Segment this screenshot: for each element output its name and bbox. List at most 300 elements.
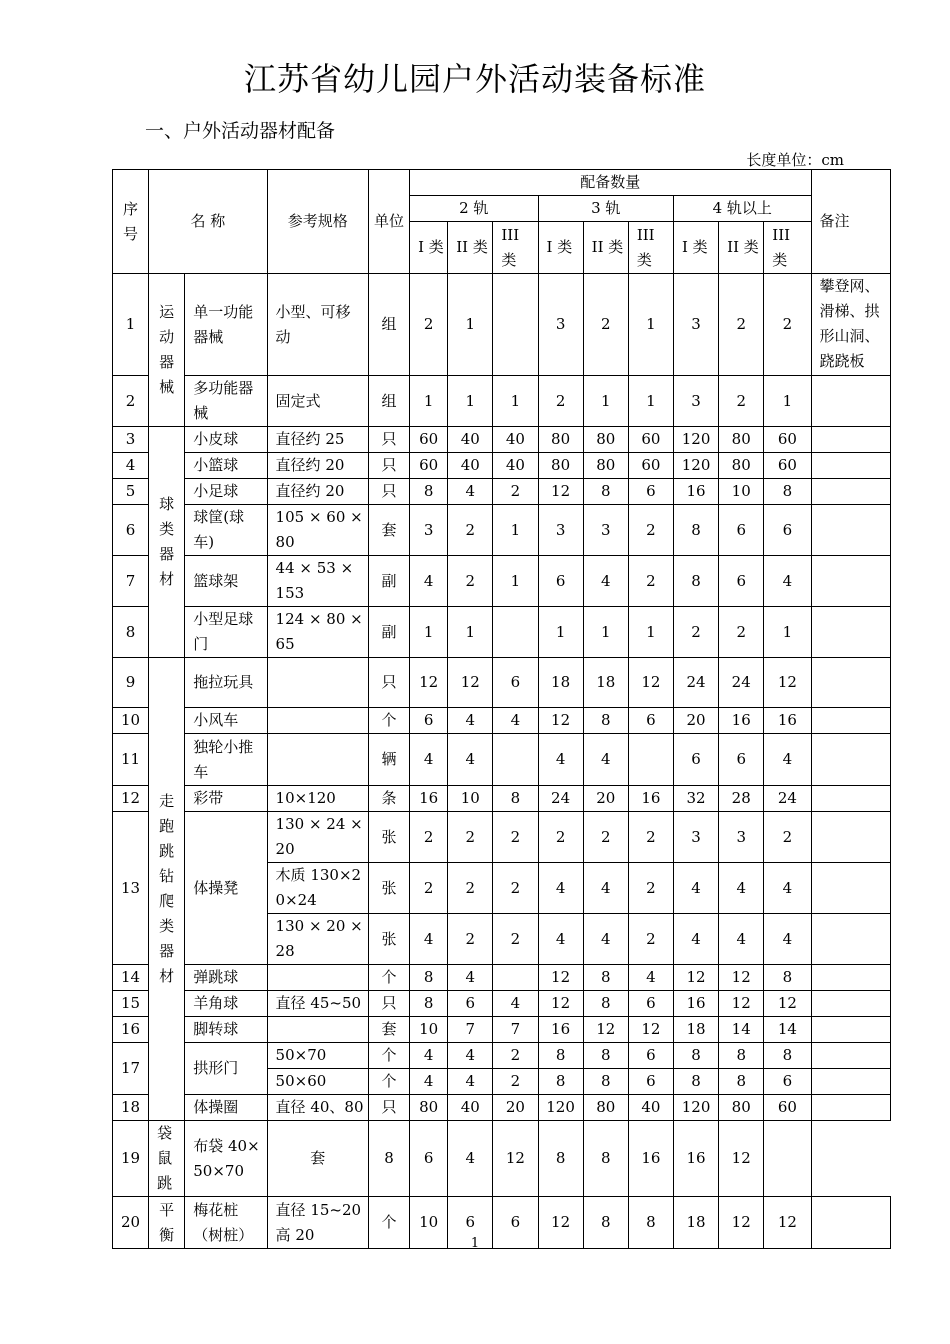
table-row (113, 991, 891, 1017)
row-unit: 个 (368, 965, 409, 991)
row-quantity: 80 (538, 427, 583, 453)
row-quantity: 4 (410, 914, 448, 965)
row-remark (811, 965, 890, 991)
row-name: 脚转球 (185, 1017, 267, 1043)
row-quantity: 14 (764, 1017, 811, 1043)
row-spec (267, 734, 368, 786)
row-quantity: 2 (410, 812, 448, 863)
row-quantity: 6 (448, 991, 493, 1017)
row-quantity: 2 (628, 556, 673, 607)
row-quantity: 40 (448, 427, 493, 453)
row-quantity: 32 (673, 786, 718, 812)
row-seq: 10 (113, 708, 149, 734)
row-quantity: 8 (764, 479, 811, 505)
row-remark (811, 479, 890, 505)
row-quantity: 8 (368, 1121, 409, 1197)
page-title: 江苏省幼儿园户外活动装备标准 (243, 60, 706, 98)
row-quantity: 2 (764, 812, 811, 863)
row-remark (811, 556, 890, 607)
table-row (113, 708, 891, 734)
row-quantity: 2 (448, 505, 493, 556)
row-quantity: 4 (410, 1069, 448, 1095)
row-spec: 直径 15~20 高 20 (267, 1197, 368, 1249)
row-quantity: 18 (673, 1017, 718, 1043)
row-quantity: 60 (628, 453, 673, 479)
row-quantity: 16 (673, 479, 718, 505)
row-remark (811, 1069, 890, 1095)
row-spec (267, 708, 368, 734)
row-unit: 只 (368, 479, 409, 505)
row-quantity: 2 (493, 1069, 538, 1095)
row-unit: 套 (368, 505, 409, 556)
row-quantity: 120 (673, 453, 718, 479)
table-row (113, 1121, 891, 1197)
row-quantity: 1 (410, 607, 448, 658)
row-remark (811, 607, 890, 658)
row-quantity: 3 (538, 274, 583, 376)
row-quantity: 4 (448, 1043, 493, 1069)
row-quantity: 60 (764, 427, 811, 453)
row-unit: 个 (368, 708, 409, 734)
row-quantity: 6 (628, 708, 673, 734)
row-quantity: 8 (673, 1043, 718, 1069)
row-remark (811, 1043, 890, 1069)
row-remark (811, 786, 890, 812)
row-quantity: 4 (673, 863, 718, 914)
row-quantity: 12 (583, 1017, 628, 1043)
table-row (113, 453, 891, 479)
row-quantity: 4 (448, 734, 493, 786)
row-quantity: 3 (583, 505, 628, 556)
row-name: 小型足球门 (185, 607, 267, 658)
row-quantity: 1 (764, 607, 811, 658)
header-quota: 配备数量 (410, 170, 811, 196)
row-seq: 16 (113, 1017, 149, 1043)
row-quantity: 4 (448, 1069, 493, 1095)
row-quantity: 8 (583, 479, 628, 505)
row-quantity: 2 (493, 1043, 538, 1069)
row-quantity: 6 (764, 505, 811, 556)
row-quantity: 24 (719, 658, 764, 708)
row-quantity: 8 (410, 479, 448, 505)
row-seq: 15 (113, 991, 149, 1017)
header-class: I 类 (410, 222, 448, 274)
row-quantity: 60 (410, 427, 448, 453)
row-spec: 固定式 (267, 376, 368, 427)
row-quantity: 10 (410, 1017, 448, 1043)
row-remark (811, 453, 890, 479)
row-quantity: 12 (538, 991, 583, 1017)
row-quantity: 3 (410, 505, 448, 556)
row-quantity: 4 (583, 863, 628, 914)
row-quantity: 8 (538, 1069, 583, 1095)
row-remark (811, 914, 890, 965)
row-quantity: 4 (410, 734, 448, 786)
row-seq: 18 (113, 1095, 149, 1121)
row-quantity: 80 (538, 453, 583, 479)
table-row (113, 607, 891, 658)
row-unit: 副 (368, 556, 409, 607)
row-spec: 直径 45~50 (267, 991, 368, 1017)
row-quantity: 8 (410, 991, 448, 1017)
row-spec: 直径约 20 (267, 479, 368, 505)
row-spec: 直径约 20 (267, 453, 368, 479)
row-quantity: 1 (583, 376, 628, 427)
row-quantity (628, 734, 673, 786)
row-quantity: 2 (719, 607, 764, 658)
row-quantity: 24 (673, 658, 718, 708)
row-quantity: 1 (583, 607, 628, 658)
table-row (113, 1017, 891, 1043)
row-quantity: 8 (628, 1197, 673, 1249)
row-quantity: 12 (538, 965, 583, 991)
row-spec (267, 1017, 368, 1043)
row-quantity: 40 (493, 427, 538, 453)
row-quantity: 1 (410, 376, 448, 427)
row-seq: 7 (113, 556, 149, 607)
row-remark (811, 734, 890, 786)
row-quantity: 12 (764, 1197, 811, 1249)
row-unit: 套 (267, 1121, 368, 1197)
row-quantity: 4 (538, 734, 583, 786)
row-quantity: 24 (538, 786, 583, 812)
row-spec: 小型、可移动 (267, 274, 368, 376)
row-quantity: 2 (410, 863, 448, 914)
row-quantity: 80 (583, 427, 628, 453)
row-quantity: 3 (538, 505, 583, 556)
row-quantity (493, 965, 538, 991)
row-quantity: 1 (628, 607, 673, 658)
table-row (113, 376, 891, 427)
category-label: 走跑跳钻爬类器材 (149, 658, 185, 1121)
table-row (113, 274, 891, 376)
row-quantity: 12 (628, 1017, 673, 1043)
row-quantity: 8 (673, 1069, 718, 1095)
row-quantity: 16 (410, 786, 448, 812)
row-quantity (493, 274, 538, 376)
row-quantity: 16 (764, 708, 811, 734)
row-quantity: 8 (719, 1069, 764, 1095)
row-quantity: 12 (764, 658, 811, 708)
row-quantity: 3 (673, 376, 718, 427)
row-seq: 19 (113, 1121, 149, 1197)
category-label: 运动器械 (149, 274, 185, 427)
row-quantity: 2 (583, 274, 628, 376)
row-spec: 10×120 (267, 786, 368, 812)
equipment-table (112, 169, 891, 1249)
row-quantity: 4 (719, 863, 764, 914)
category-label: 平衡 (149, 1197, 185, 1249)
row-spec: 130 × 20 × 28 (267, 914, 368, 965)
row-quantity: 16 (719, 708, 764, 734)
row-remark (811, 812, 890, 863)
row-seq: 13 (113, 812, 149, 965)
row-quantity: 1 (493, 556, 538, 607)
row-quantity: 3 (673, 812, 718, 863)
header-name: 名 称 (149, 170, 267, 274)
row-quantity: 12 (719, 965, 764, 991)
row-name: 球筐(球车) (185, 505, 267, 556)
row-quantity: 14 (719, 1017, 764, 1043)
row-quantity: 10 (448, 786, 493, 812)
row-quantity: 2 (628, 914, 673, 965)
header-track-2: 2 轨 (410, 196, 538, 222)
row-quantity: 60 (628, 427, 673, 453)
row-quantity (493, 734, 538, 786)
row-seq: 11 (113, 734, 149, 786)
row-quantity: 40 (493, 453, 538, 479)
row-name: 袋鼠跳 (149, 1121, 185, 1197)
row-quantity: 10 (410, 1197, 448, 1249)
row-quantity: 2 (493, 812, 538, 863)
row-quantity: 10 (719, 479, 764, 505)
row-quantity: 120 (673, 427, 718, 453)
header-class: III 类 (764, 222, 811, 274)
table-row (113, 786, 891, 812)
row-spec: 130 × 24 × 20 (267, 812, 368, 863)
row-quantity: 4 (448, 965, 493, 991)
row-seq: 1 (113, 274, 149, 376)
row-quantity: 4 (764, 734, 811, 786)
row-quantity: 12 (448, 658, 493, 708)
row-name: 彩带 (185, 786, 267, 812)
row-quantity: 6 (628, 479, 673, 505)
row-quantity: 120 (538, 1095, 583, 1121)
row-quantity: 2 (719, 376, 764, 427)
row-seq: 9 (113, 658, 149, 708)
row-quantity: 60 (410, 453, 448, 479)
row-quantity: 120 (673, 1095, 718, 1121)
row-quantity: 6 (448, 1197, 493, 1249)
row-remark (811, 376, 890, 427)
page-number: 1 (470, 1236, 480, 1251)
row-name: 篮球架 (185, 556, 267, 607)
row-spec (267, 658, 368, 708)
row-quantity: 2 (448, 914, 493, 965)
row-quantity: 4 (493, 708, 538, 734)
row-quantity: 2 (493, 863, 538, 914)
row-quantity: 20 (493, 1095, 538, 1121)
row-seq: 5 (113, 479, 149, 505)
row-unit: 张 (368, 812, 409, 863)
row-quantity: 8 (410, 965, 448, 991)
row-remark (811, 1095, 890, 1121)
row-unit: 只 (368, 991, 409, 1017)
row-quantity: 1 (628, 274, 673, 376)
row-name: 单一功能器械 (185, 274, 267, 376)
row-quantity: 80 (719, 453, 764, 479)
row-quantity: 8 (583, 708, 628, 734)
row-remark: 攀登网、滑梯、拱形山洞、跷跷板 (811, 274, 890, 376)
row-quantity: 4 (764, 863, 811, 914)
row-unit: 只 (368, 453, 409, 479)
row-quantity: 8 (583, 1197, 628, 1249)
row-quantity (493, 607, 538, 658)
row-quantity: 6 (628, 1069, 673, 1095)
row-quantity: 6 (673, 734, 718, 786)
row-quantity: 24 (764, 786, 811, 812)
row-quantity: 7 (448, 1017, 493, 1043)
row-quantity: 2 (628, 505, 673, 556)
row-quantity: 80 (719, 427, 764, 453)
row-unit: 只 (368, 658, 409, 708)
row-spec: 直径约 25 (267, 427, 368, 453)
row-quantity: 8 (583, 1121, 628, 1197)
row-quantity: 1 (493, 505, 538, 556)
table-row (113, 658, 891, 708)
row-unit: 只 (368, 427, 409, 453)
row-quantity: 20 (673, 708, 718, 734)
row-quantity: 2 (719, 274, 764, 376)
row-quantity: 8 (719, 1043, 764, 1069)
row-quantity: 12 (410, 658, 448, 708)
row-spec: 木质 130×20×24 (267, 863, 368, 914)
row-quantity: 4 (493, 991, 538, 1017)
row-spec: 50×70 (267, 1043, 368, 1069)
row-quantity: 1 (448, 607, 493, 658)
row-seq: 8 (113, 607, 149, 658)
row-quantity: 4 (673, 914, 718, 965)
header-class: III 类 (628, 222, 673, 274)
row-quantity: 4 (448, 479, 493, 505)
row-quantity: 12 (719, 1121, 764, 1197)
row-quantity: 7 (493, 1017, 538, 1043)
row-quantity: 4 (764, 556, 811, 607)
row-quantity: 2 (764, 274, 811, 376)
row-unit: 条 (368, 786, 409, 812)
row-spec: 124 × 80 × 65 (267, 607, 368, 658)
header-row (113, 170, 891, 196)
row-unit: 个 (368, 1197, 409, 1249)
row-quantity: 6 (628, 1043, 673, 1069)
row-quantity: 40 (448, 1095, 493, 1121)
row-quantity: 60 (764, 1095, 811, 1121)
row-quantity: 16 (628, 786, 673, 812)
row-remark (811, 708, 890, 734)
row-remark (811, 427, 890, 453)
row-quantity: 2 (673, 607, 718, 658)
row-quantity: 4 (538, 914, 583, 965)
row-quantity: 2 (448, 812, 493, 863)
row-quantity: 80 (410, 1095, 448, 1121)
row-unit: 组 (368, 376, 409, 427)
row-quantity: 12 (538, 708, 583, 734)
category-label: 球类器材 (149, 427, 185, 658)
row-name: 小风车 (185, 708, 267, 734)
row-quantity: 2 (448, 863, 493, 914)
row-quantity: 6 (538, 556, 583, 607)
row-quantity: 3 (673, 274, 718, 376)
row-remark (764, 1121, 811, 1197)
row-quantity: 28 (719, 786, 764, 812)
row-quantity: 8 (583, 1069, 628, 1095)
row-seq: 2 (113, 376, 149, 427)
row-name: 独轮小推车 (185, 734, 267, 786)
row-quantity: 8 (673, 505, 718, 556)
row-seq: 20 (113, 1197, 149, 1249)
row-unit: 套 (368, 1017, 409, 1043)
row-remark (811, 1017, 890, 1043)
row-quantity: 20 (583, 786, 628, 812)
table-row (113, 965, 891, 991)
header-class: II 类 (719, 222, 764, 274)
header-class: I 类 (673, 222, 718, 274)
row-quantity: 2 (410, 274, 448, 376)
row-spec: 布袋 40×50×70 (185, 1121, 267, 1197)
row-unit: 个 (368, 1069, 409, 1095)
row-quantity: 6 (493, 1197, 538, 1249)
row-unit: 张 (368, 863, 409, 914)
row-unit: 张 (368, 914, 409, 965)
row-quantity: 1 (538, 607, 583, 658)
row-unit: 个 (368, 1043, 409, 1069)
row-quantity: 6 (719, 734, 764, 786)
row-quantity: 12 (493, 1121, 538, 1197)
header-remark: 备注 (811, 170, 890, 274)
row-quantity: 12 (538, 1197, 583, 1249)
row-quantity: 12 (719, 1197, 764, 1249)
header-seq: 序号 (113, 170, 149, 274)
row-quantity: 60 (764, 453, 811, 479)
row-quantity: 4 (583, 556, 628, 607)
row-remark (811, 658, 890, 708)
row-remark (811, 863, 890, 914)
row-unit: 只 (368, 1095, 409, 1121)
row-quantity: 8 (764, 1043, 811, 1069)
row-quantity: 4 (583, 734, 628, 786)
row-quantity: 40 (628, 1095, 673, 1121)
row-unit: 辆 (368, 734, 409, 786)
row-quantity: 1 (448, 274, 493, 376)
row-quantity: 6 (719, 505, 764, 556)
row-quantity: 6 (493, 658, 538, 708)
row-quantity: 4 (628, 965, 673, 991)
row-quantity: 8 (538, 1121, 583, 1197)
row-quantity: 18 (538, 658, 583, 708)
header-class: II 类 (583, 222, 628, 274)
row-quantity: 40 (448, 453, 493, 479)
row-quantity: 6 (410, 1121, 448, 1197)
row-quantity: 12 (719, 991, 764, 1017)
row-quantity: 4 (538, 863, 583, 914)
row-name: 小篮球 (185, 453, 267, 479)
row-quantity: 4 (448, 1121, 493, 1197)
row-spec: 105 × 60 × 80 (267, 505, 368, 556)
row-quantity: 4 (583, 914, 628, 965)
table-row (113, 812, 891, 863)
row-quantity: 6 (764, 1069, 811, 1095)
row-quantity: 80 (583, 1095, 628, 1121)
row-quantity: 1 (764, 376, 811, 427)
row-quantity: 12 (538, 479, 583, 505)
row-quantity: 2 (493, 479, 538, 505)
row-quantity: 2 (538, 812, 583, 863)
row-quantity: 8 (538, 1043, 583, 1069)
unit-note: 长度单位：cm (746, 151, 844, 169)
row-seq: 6 (113, 505, 149, 556)
header-track-3: 3 轨 (538, 196, 673, 222)
row-unit: 组 (368, 274, 409, 376)
row-quantity: 6 (628, 991, 673, 1017)
row-quantity: 8 (583, 965, 628, 991)
row-quantity: 8 (583, 1043, 628, 1069)
row-quantity: 6 (410, 708, 448, 734)
row-remark (811, 505, 890, 556)
row-seq: 3 (113, 427, 149, 453)
row-quantity: 4 (410, 556, 448, 607)
row-quantity: 18 (673, 1197, 718, 1249)
row-quantity: 12 (673, 965, 718, 991)
